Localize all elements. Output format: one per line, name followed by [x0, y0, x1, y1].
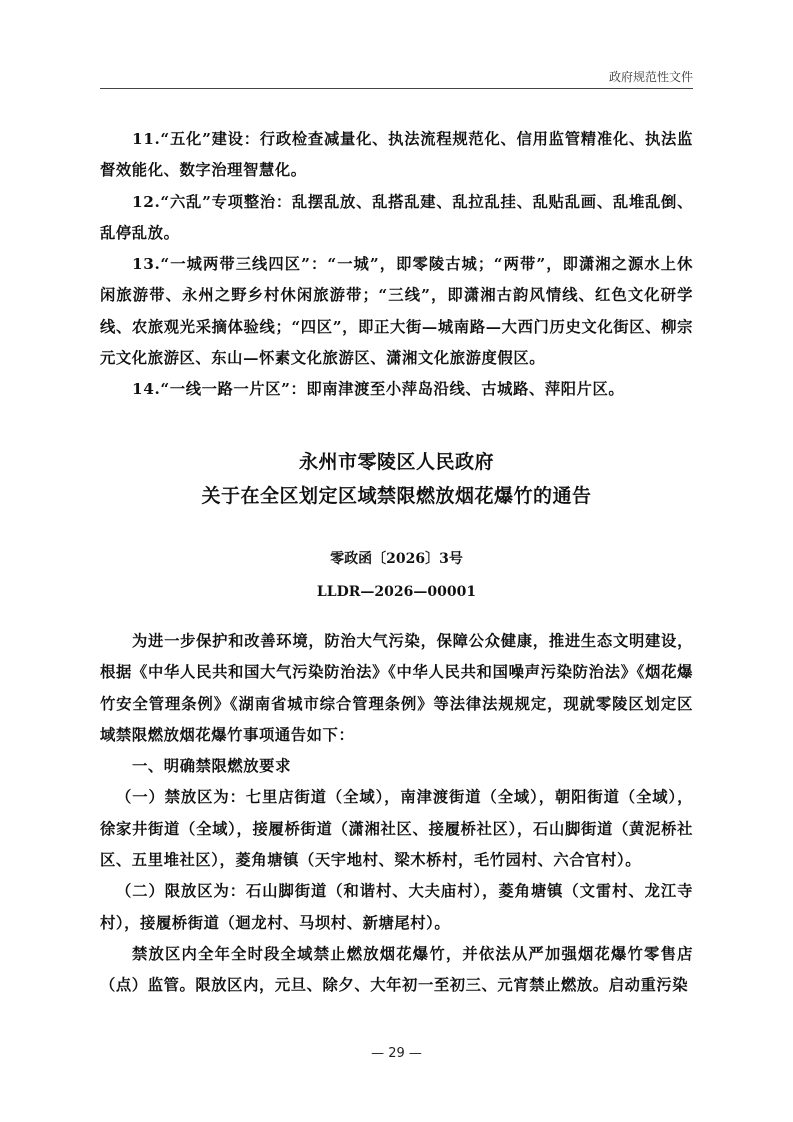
- definition-item: 11.“五化”建设：行政检查减量化、执法流程规范化、信用监管精准化、执法监督效能化、数字治理智慧化。: [100, 130, 693, 180]
- registration-code: LLDR—2026—00001: [316, 584, 477, 600]
- clause-prohibited-zone: （一）禁放区为：七里店街道（全域），南津渡街道（全域），朝阳街道（全域），徐家井街道（全域），接履桥街道（潇湘社区、接履桥社区），石山脚街道（黄泥桥社区、五里堆社区），菱角塘镇（天宇地村、梁木桥村，毛竹园村、六合官村）。: [100, 788, 693, 870]
- notice-body: [100, 626, 693, 1002]
- definition-item: 14.“一线一路一片区”：即南津渡至小萍岛沿线、古城路、萍阳片区。: [132, 380, 625, 399]
- definition-item: 13.“一城两带三线四区”：“一城”，即零陵古城；“两带”，即潇湘之源水上休闲旅游带、永州之野乡村休闲旅游带；“三线”，即潇湘古韵风情线、红色文化研学线、农旅观光采摘体验线；“四区”，即正大街—城南路—大西门历史文化街区、柳宗元文化旅游区、东山—怀素文化旅游区、潇湘文化旅游度假区。: [100, 255, 693, 368]
- section-heading: 一、明确禁限燃放要求: [132, 757, 291, 776]
- notice-title-line1: 永州市零陵区人民政府: [298, 451, 494, 473]
- page-number: — 29 —: [371, 1046, 422, 1061]
- definitions-list: [100, 124, 693, 406]
- intro-paragraph: 为进一步保护和改善环境，防治大气污染，保障公众健康，推进生态文明建设，根据《中华人民共和国大气污染防治法》《中华人民共和国噪声污染防治法》《烟花爆竹安全管理条例》《湖南省城市综合管理条例》等法律法规规定，现就零陵区划定区域禁限燃放烟花爆竹事项通告如下：: [100, 632, 693, 744]
- document-number-block: [100, 543, 693, 609]
- notice-title: [100, 445, 693, 513]
- header-divider: [100, 88, 693, 89]
- clause-restricted-zone: （二）限放区为：石山脚街道（和谐村、大夫庙村），菱角塘镇（文雷村、龙江寺村），接履桥街道（迴龙村、马坝村、新塘尾村）。: [100, 882, 693, 932]
- body-paragraph: 禁放区内全年全时段全域禁止燃放烟花爆竹，并依法从严加强烟花爆竹零售店（点）监管。限放区内，元旦、除夕、大年初一至初三、元宵禁止燃放。启动重污染: [100, 944, 693, 995]
- document-category-label: 政府规范性文件: [608, 70, 693, 84]
- document-number: 零政函〔2026〕3号: [330, 551, 463, 567]
- notice-title-line2: 关于在全区划定区域禁限燃放烟花爆竹的通告: [201, 485, 592, 507]
- definition-item: 12.“六乱”专项整治：乱摆乱放、乱搭乱建、乱拉乱挂、乱贴乱画、乱堆乱倒、乱停乱放。: [100, 192, 693, 242]
